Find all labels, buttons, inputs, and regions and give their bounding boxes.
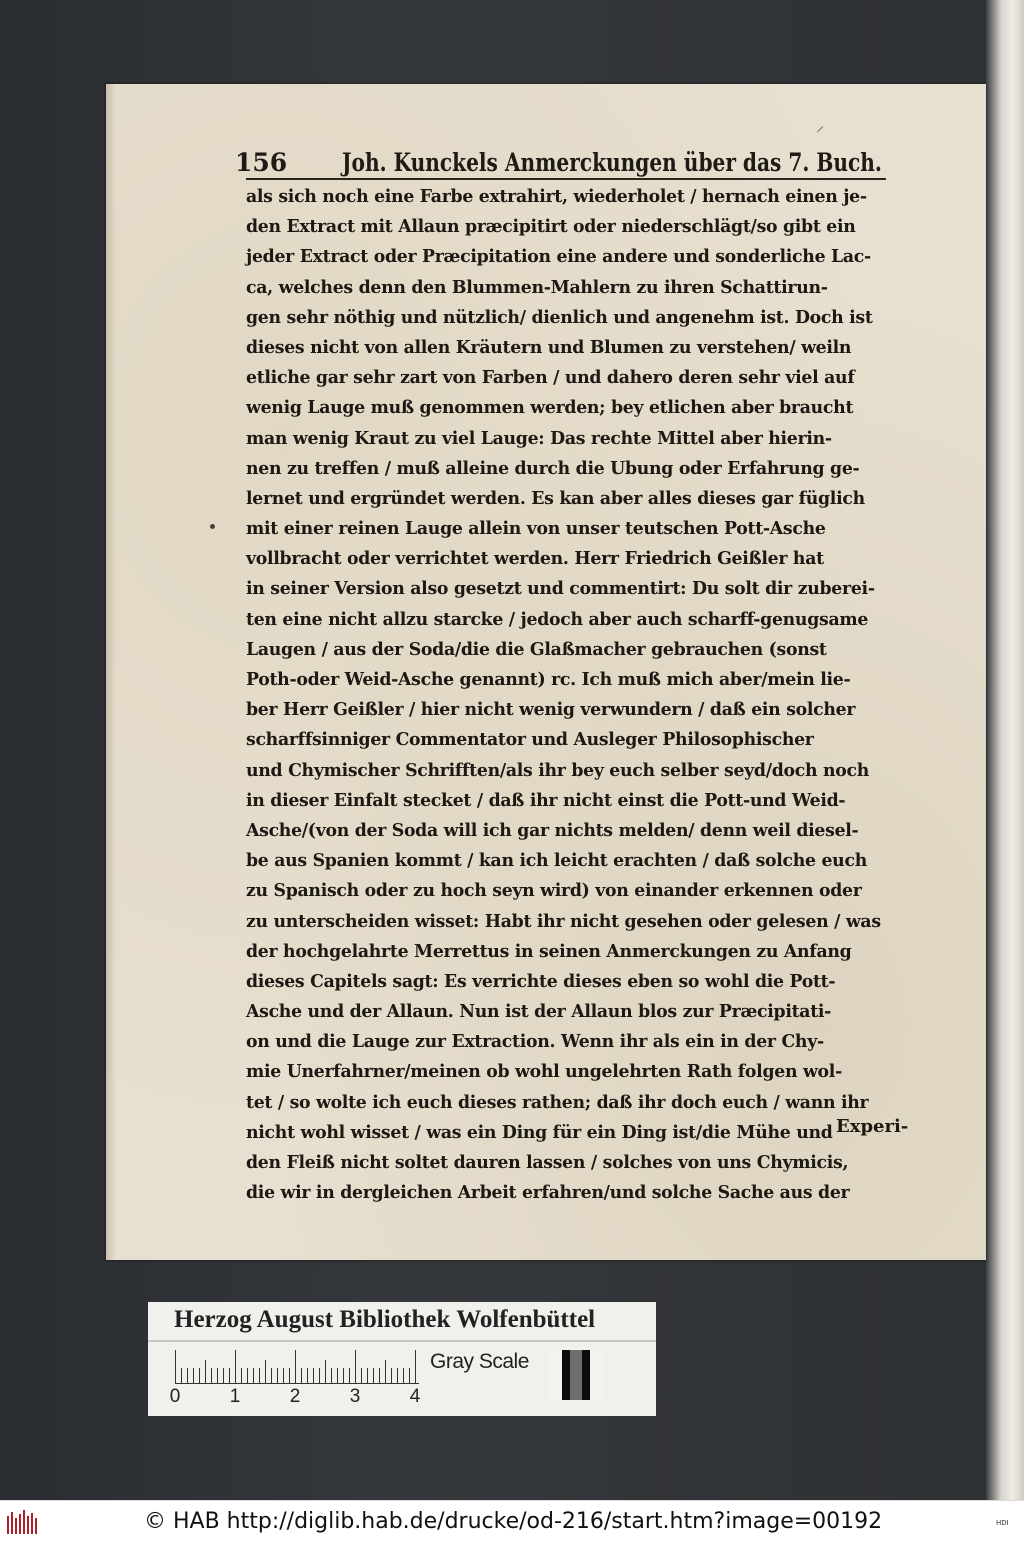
gray-swatch [570,1350,582,1400]
running-head-title: Joh. Kunckels Anmerckungen über das 7. Buch. [342,148,882,177]
ruler-tick [403,1368,404,1384]
catchword: Experi- [836,1116,909,1137]
text-line: Poth-oder Weid-Asche genannt) rc. Ich muß mich aber/mein lie- [246,669,851,690]
text-line: und Chymischer Schrifften/als ihr bey euch selber seyd/doch noch [246,759,870,781]
text-line: Asche/(von der Soda will ich gar nichts melden/ denn weil diesel- [246,819,859,841]
gray-swatch [548,1350,562,1400]
ruler-tick [385,1360,386,1384]
ruler-tick [319,1368,320,1384]
ruler-number: 4 [409,1386,421,1407]
ruler-tick [409,1368,410,1384]
text-line: die wir in dergleichen Arbeit erfahren/und solche Sache aus der [246,1182,850,1204]
text-line: Laugen / aus der Soda/die die Glaßmacher gebrauchen (sonst [246,638,827,660]
ruler-tick [337,1368,338,1384]
text-line: in seiner Version also gesetzt und commentirt: Du solt dir zuberei- [246,578,875,600]
text-line: ten eine nicht allzu starcke / jedoch aber auch scharff-genugsame [246,608,869,630]
text-line: in dieser Einfalt stecket / daß ihr nicht einst die Pott-und Weid- [246,789,846,811]
copyright-url: © HAB http://diglib.hab.de/drucke/od-216/start.htm?image=00192 [144,1509,883,1534]
ruler-tick [373,1368,374,1384]
ruler-tick [253,1368,254,1384]
text-line: etliche gar sehr zart von Farben / und dahero deren sehr viel auf [246,367,855,389]
ruler-tick [199,1368,200,1384]
ruler-number: 3 [349,1386,361,1407]
ruler-number: 0 [169,1386,181,1407]
ruler-tick [247,1368,248,1384]
hab-logo-icon [6,1510,40,1536]
ruler-tick [187,1368,188,1384]
ruler-tick [343,1368,344,1384]
head-rule [246,178,886,180]
text-line: Asche und der Allaun. Nun ist der Allaun blos zur Præcipitati- [246,1001,832,1023]
ruler-tick [265,1360,266,1384]
text-line: tet / so wolte ich euch dieses rathen; daß ihr doch euch / wann ihr [246,1091,869,1113]
ruler-tick [379,1368,380,1384]
gray-scale-label: Gray Scale [430,1350,529,1373]
text-line: ber Herr Geißler / hier nicht wenig verwundern / daß ein solcher [246,699,856,721]
ruler-tick [205,1360,206,1384]
footer-bar [0,1500,1024,1545]
ruler-tick [313,1368,314,1384]
ruler-number: 2 [289,1386,301,1407]
text-line: zu unterscheiden wisset: Habt ihr nicht gesehen oder gelesen / was [246,910,881,932]
ruler-tick [331,1368,332,1384]
ruler-tick [241,1368,242,1384]
ruler-tick [193,1368,194,1384]
ruler-tick [367,1368,368,1384]
ruler-tick [295,1350,296,1384]
colorbar-divider [148,1340,656,1342]
scale-ruler [175,1348,419,1384]
ruler-tick [211,1368,212,1384]
text-line: nen zu treffen / muß alleine durch die Ubung oder Erfahrung ge- [246,457,860,479]
ruler-tick [349,1368,350,1384]
ruler-number: 1 [229,1386,241,1407]
text-line: on und die Lauge zur Extraction. Wenn ihr als ein in der Chy- [246,1031,824,1053]
ruler-tick [277,1368,278,1384]
adjacent-page-edge [986,0,1024,1500]
text-line: dieses Capitels sagt: Es verrichte dieses eben so wohl die Pott- [246,970,836,992]
text-line: den Fleiß nicht soltet dauren lassen / solches von uns Chymicis, [246,1152,849,1173]
text-line: der hochgelahrte Merrettus in seinen Anmerckungen zu Anfang [246,940,852,962]
text-line: lernet und ergründet werden. Es kan aber alles dieses gar füglich [246,487,865,509]
text-line: man wenig Kraut zu viel Lauge: Das rechte Mittel aber hierin- [246,427,832,449]
text-line: mit einer reinen Lauge allein von unser teutschen Pott-Asche [246,518,826,540]
ruler-tick [223,1368,224,1384]
text-line: gen sehr nöthig und nützlich/ dienlich und angenehm ist. Doch ist [246,306,873,328]
ruler-tick [355,1350,356,1384]
ruler-tick [307,1368,308,1384]
text-line: den Extract mit Allaun præcipitirt oder niederschlägt/so gibt ein [246,216,856,238]
ruler-tick [415,1350,416,1384]
ruler-tick [217,1368,218,1384]
ruler-tick [271,1368,272,1384]
body-text [246,182,946,1208]
ruler-tick [235,1350,236,1384]
text-line: wenig Lauge muß genommen werden; bey etlichen aber braucht [246,397,854,419]
text-line: dieses nicht von allen Kräutern und Blumen zu verstehen/ weiln [246,336,852,358]
ruler-tick [361,1368,362,1384]
gray-swatch [562,1350,570,1400]
page-gutter-shadow [106,84,116,1260]
running-head [130,138,890,178]
text-line: nicht wohl wisset / was ein Ding für ein Ding ist/die Mühe und [246,1121,833,1143]
ruler-tick [391,1368,392,1384]
gray-swatch [582,1350,590,1400]
text-line: vollbracht oder verrichtet werden. Herr Friedrich Geißler hat [246,548,824,570]
ink-spot [210,524,215,529]
ruler-tick [259,1368,260,1384]
ruler-tick [175,1350,176,1384]
text-line: mie Unerfahrner/meinen ob wohl ungelehrten Rath folgen wol- [246,1061,842,1083]
text-line: be aus Spanien kommt / kan ich leicht erachten / daß solche euch [246,850,867,872]
text-line: ca, welches denn den Blummen-Mahlern zu ihren Schattirun- [246,276,828,298]
page-number: 156 [235,148,288,177]
ruler-tick [283,1368,284,1384]
ruler-tick [289,1368,290,1384]
library-name: Herzog August Bibliothek Wolfenbüttel [174,1306,596,1333]
ruler-tick [229,1368,230,1384]
gray-swatch [590,1350,604,1400]
text-line: als sich noch eine Farbe extrahirt, wiederholet / hernach einen je- [246,186,867,207]
footer-mini-text: HDI [996,1519,1009,1527]
text-line: zu Spanisch oder zu hoch seyn wird) von einander erkennen oder [246,880,862,902]
ruler-tick [397,1368,398,1384]
ruler-tick [325,1360,326,1384]
text-line: scharffsinniger Commentator und Ausleger Philosophischer [246,729,814,751]
color-calibration-bar [148,1302,656,1416]
pencil-mark: ⸝ [816,116,825,135]
ruler-tick [301,1368,302,1384]
ruler-tick [181,1368,182,1384]
text-line: jeder Extract oder Præcipitation eine andere und sonderliche Lac- [246,246,871,268]
